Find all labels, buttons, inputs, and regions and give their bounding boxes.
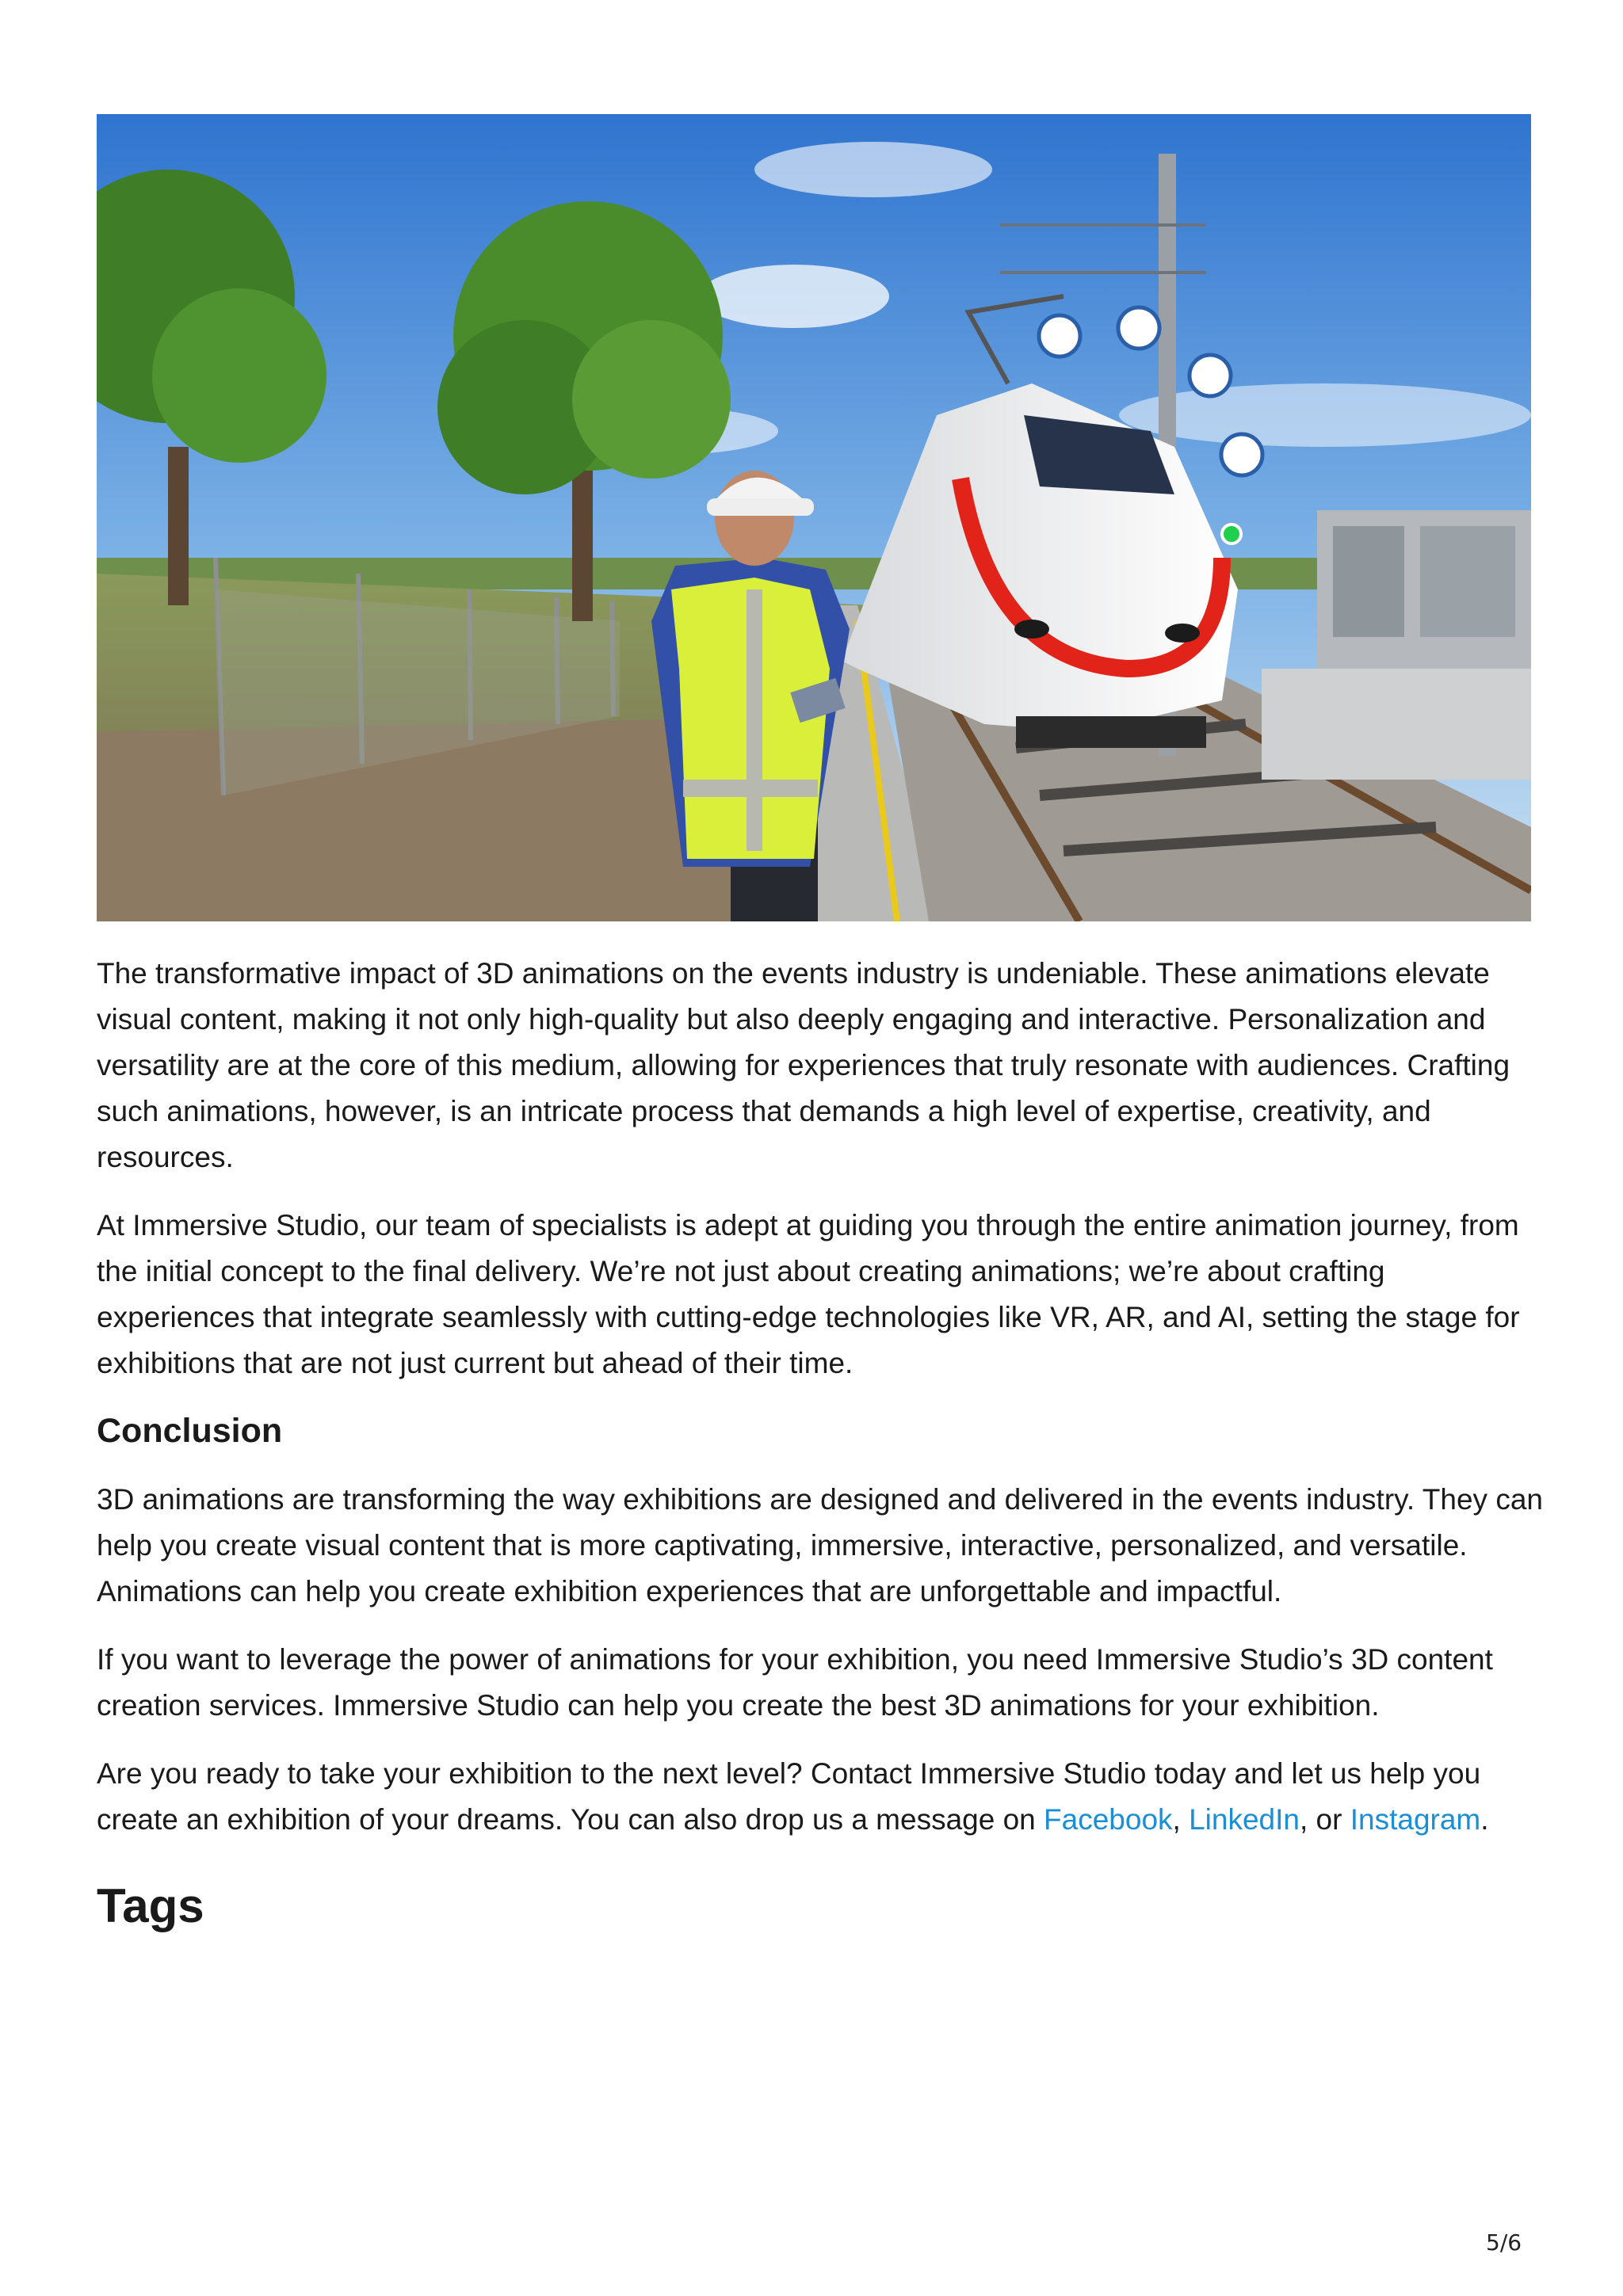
linkedin-link[interactable]: LinkedIn <box>1189 1803 1300 1836</box>
paragraph-immersive-studio: At Immersive Studio, our team of specialists is adept at guiding you through the entire animation journey, from the initial concept to the final delivery. We’re not just about creating animations; we’re about crafting experiences that integrate seamlessly with cutting-edge technologies like VR, AR, and AI, setting the stage for exhibitions that are not just current but ahead of their time. <box>97 1209 1520 1379</box>
paragraph-conclusion-2: If you want to leverage the power of animations for your exhibition, you need Immersive Studio’s 3D content creation services. Immersive Studio can help you create the best 3D animations for your exhibition. <box>97 1643 1493 1722</box>
paragraph-conclusion-1: 3D animations are transforming the way exhibitions are designed and delivered in the events industry. They can help you create visual content that is more captivating, immersive, interactive, personalized, and versatile. Animations can help you create exhibition experiences that are unforgettable and impactful. <box>97 1483 1543 1608</box>
page-number: 5/6 <box>1486 2229 1522 2256</box>
period: . <box>1480 1803 1489 1836</box>
paragraph-contact <box>97 1751 1547 1843</box>
separator-comma: , <box>1172 1803 1190 1836</box>
instagram-link[interactable]: Instagram <box>1350 1803 1481 1836</box>
paragraph-intro: The transformative impact of 3D animations on the events industry is undeniable. These animations elevate visual content, making it not only high-quality but also deeply engaging and interactive. Personalization and versatility are at the core of this medium, allowing for experiences that truly resonate with audiences. Crafting such animations, however, is an intricate process that demands a high level of expertise, creativity, and resources. <box>97 957 1510 1173</box>
heading-tags: Tags <box>97 1879 204 1932</box>
contact-text: Are you ready to take your exhibition to the next level? Contact Immersive Studio today and let us help you create an exhibition of your dreams. You can also drop us a message on <box>97 1757 1481 1836</box>
railway-illustration <box>97 114 1531 921</box>
separator-or: , or <box>1299 1803 1350 1836</box>
heading-conclusion: Conclusion <box>97 1412 283 1450</box>
article-body <box>97 951 1547 1935</box>
hero-image <box>97 114 1531 921</box>
facebook-link[interactable]: Facebook <box>1044 1803 1173 1836</box>
